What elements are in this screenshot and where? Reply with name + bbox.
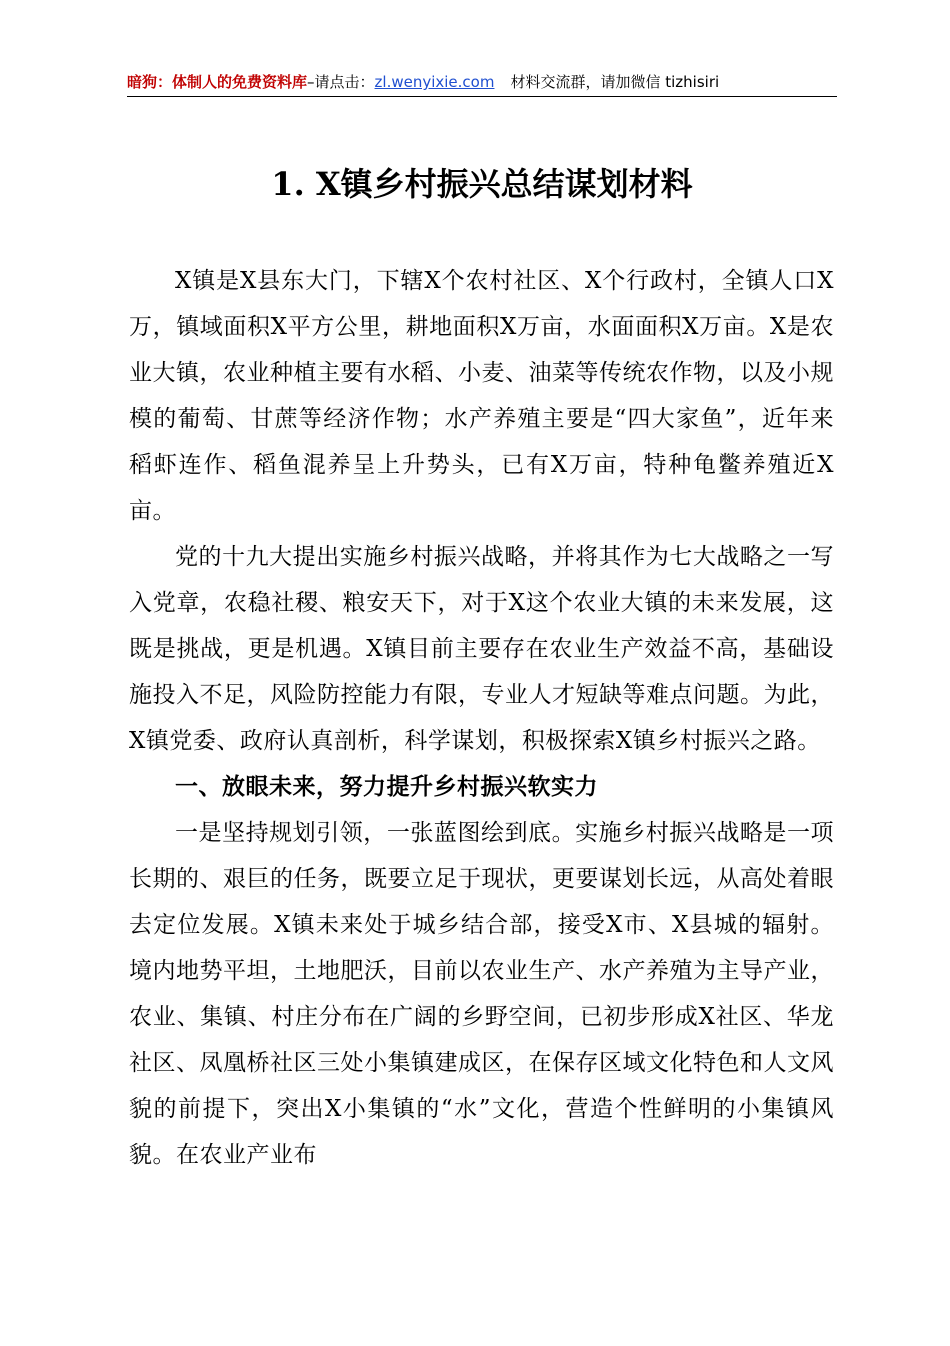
header-brand: 暗狗：体制人的免费资料库	[127, 73, 308, 91]
header-note: 材料交流群，请加微信 tizhisiri	[510, 73, 720, 91]
paragraph-strategy: 党的十九大提出实施乡村振兴战略，并将其作为七大战略之一写入党章，农稳社稷、粮安天下，对于X这个农业大镇的未来发展，这既是挑战，更是机遇。X镇目前主要存在农业生产效益不高，基础设施投入不足，风险防控能力有限，专业人才短缺等难点问题。为此，X镇党委、政府认真剖析，科学谋划，积极探索X镇乡村振兴之路。	[129, 544, 834, 754]
header-divider	[127, 96, 837, 97]
paragraph-planning: 一是坚持规划引领，一张蓝图绘到底。实施乡村振兴战略是一项长期的、艰巨的任务，既要立足于现状，更要谋划长远，从高处着眼去定位发展。X镇未来处于城乡结合部，接受X市、X县城的辐射。境内地势平坦，土地肥沃，目前以农业生产、水产养殖为主导产业，农业、集镇、村庄分布在广阔的乡野空间，已初步形成X社区、华龙社区、凤凰桥社区三处小集镇建成区，在保存区域文化特色和人文风貌的前提下，突出X小集镇的“水”文化，营造个性鲜明的小集镇风貌。在农业产业布	[129, 820, 834, 1168]
paragraph-intro: X镇是X县东大门，下辖X个农村社区、X个行政村，全镇人口X万，镇域面积X平方公里，耕地面积X万亩，水面面积X万亩。X是农业大镇，农业种植主要有水稻、小麦、油菜等传统农作物，以及小规模的葡萄、甘蔗等经济作物；水产养殖主要是“四大家鱼”，近年来稻虾连作、稻鱼混养呈上升势头，已有X万亩，特种龟鳖养殖近X亩。	[129, 268, 834, 524]
page-header	[127, 72, 837, 98]
document-body	[129, 258, 834, 1178]
document-title: 1. X镇乡村振兴总结谋划材料	[271, 165, 693, 203]
header-prompt: –请点击：	[307, 73, 375, 91]
header-link[interactable]: zl.wenyixie.com	[374, 73, 495, 91]
section-heading: 一、放眼未来，努力提升乡村振兴软实力	[175, 774, 598, 800]
